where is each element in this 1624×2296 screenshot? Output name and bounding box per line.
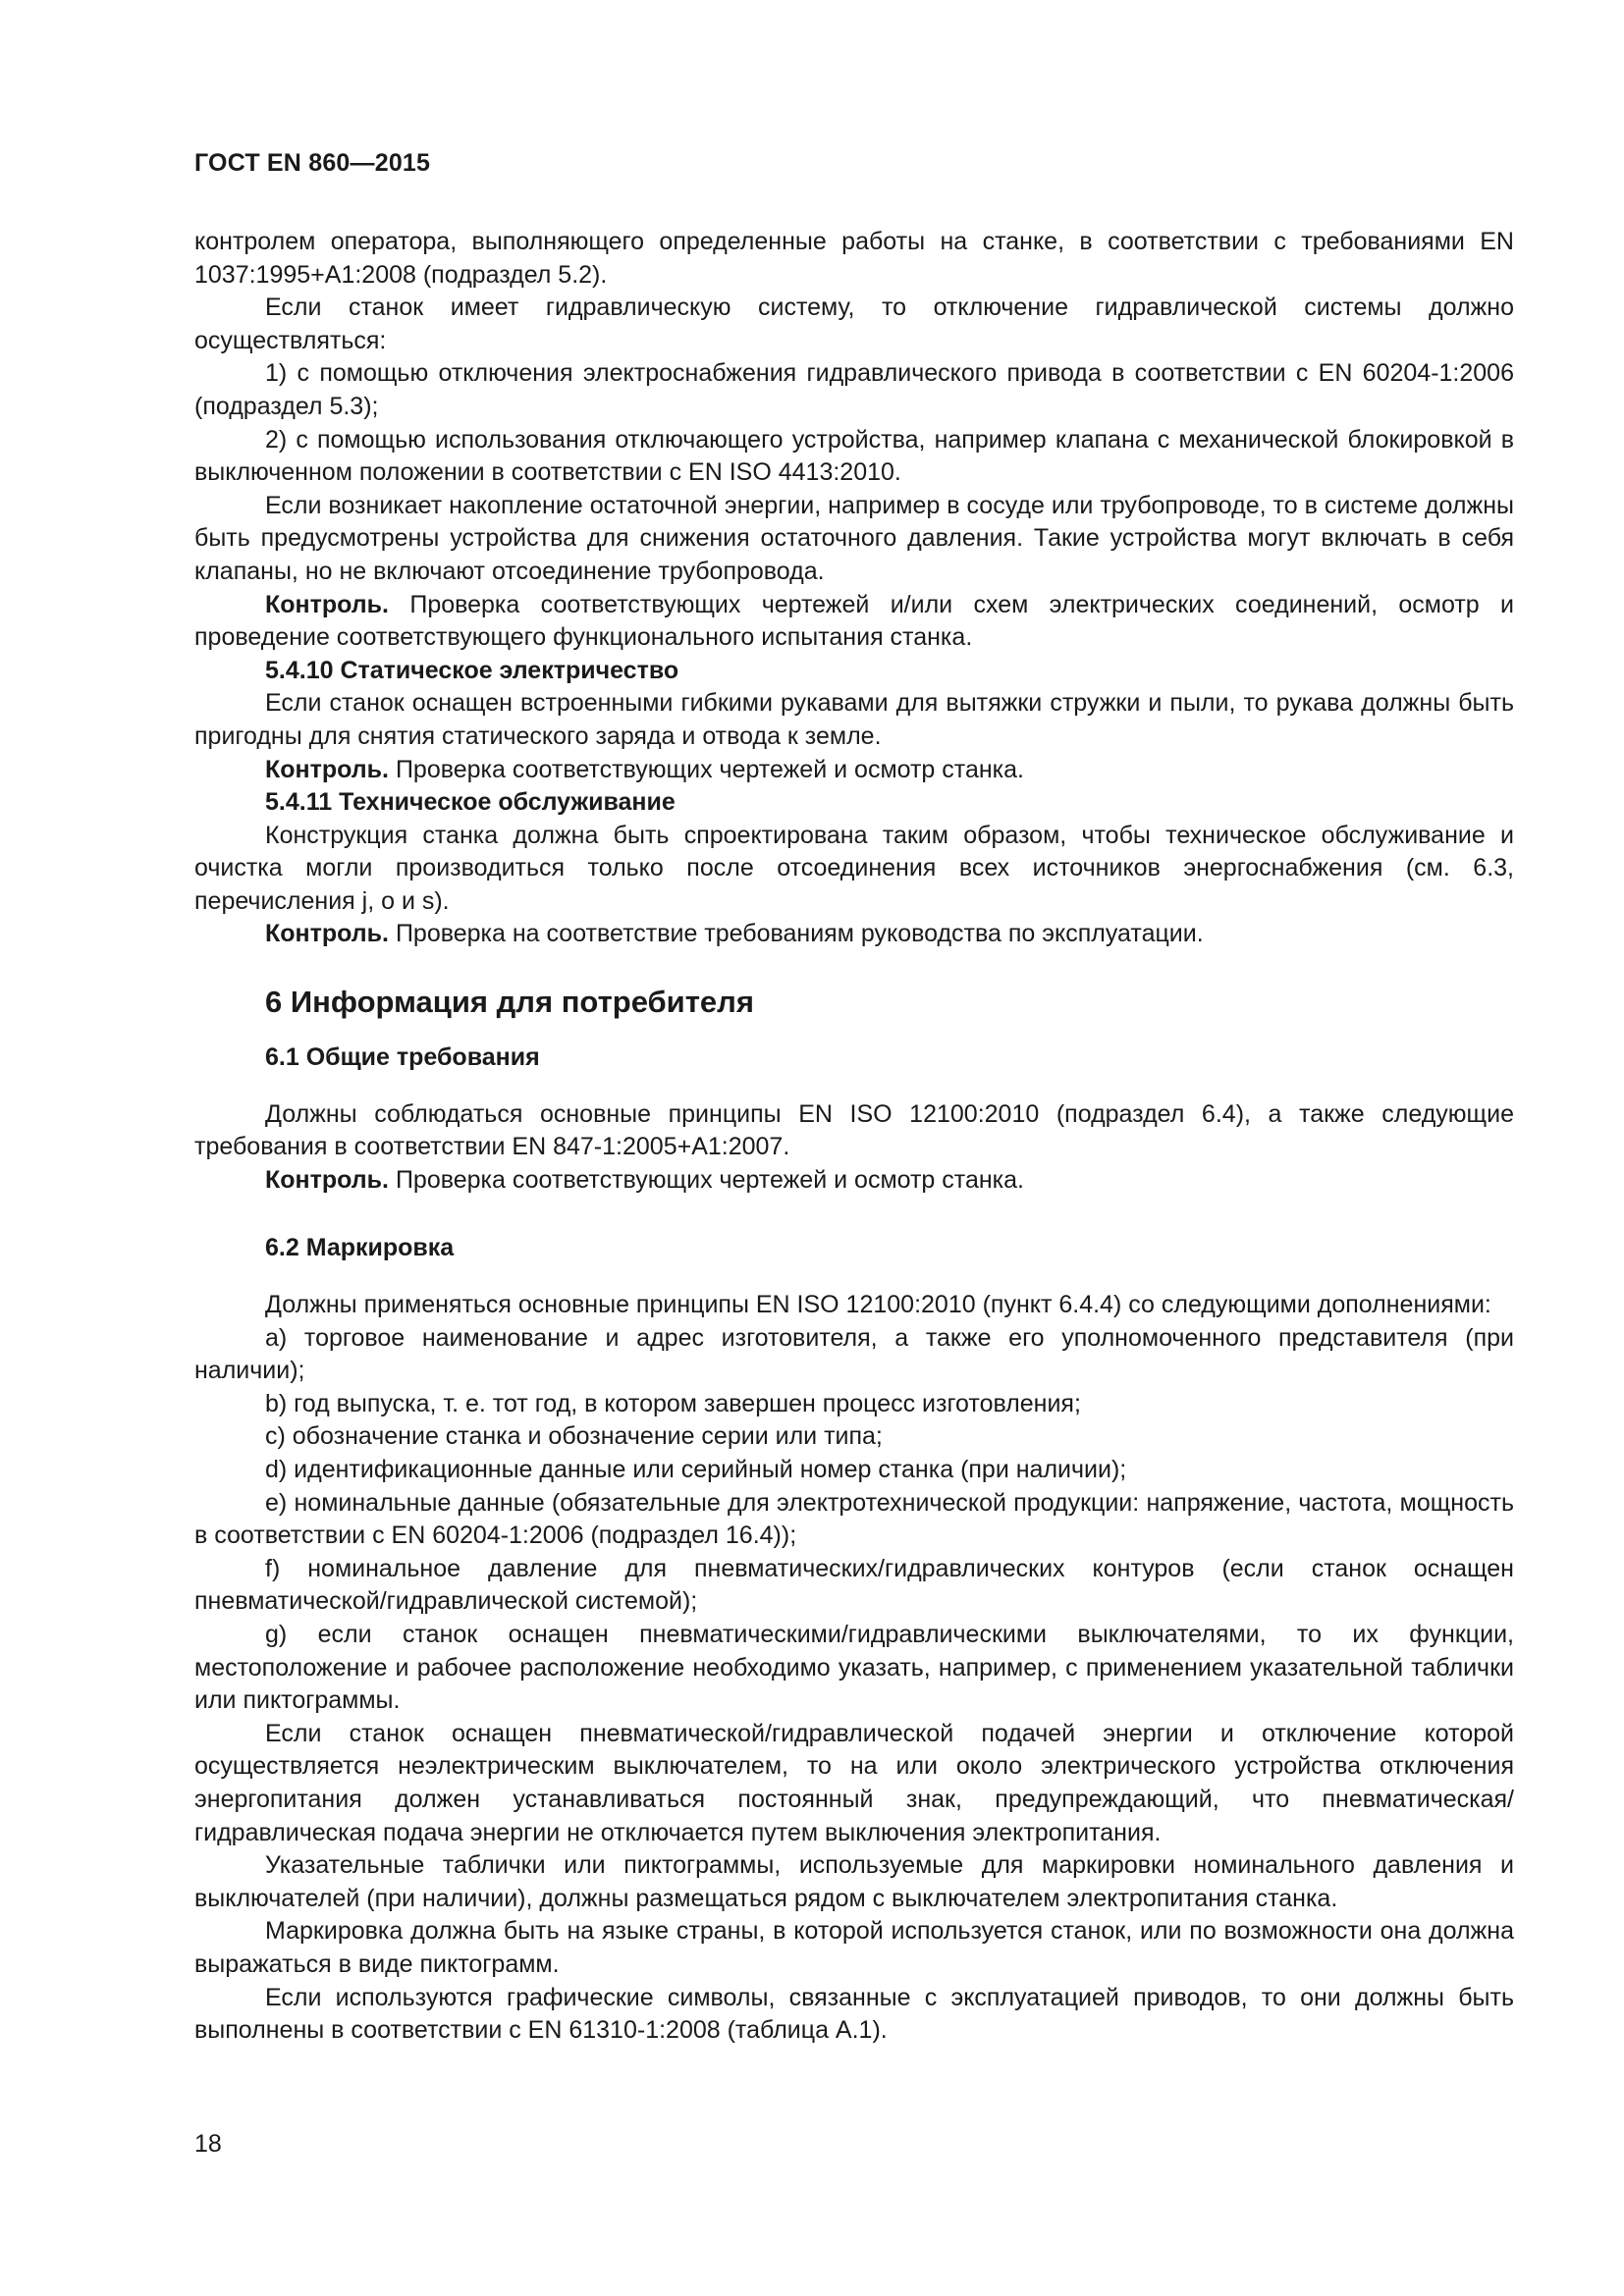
list-item: b) год выпуска, т. е. тот год, в котором завершен процесс изготовления; — [265, 1389, 1081, 1417]
control-text: Проверка соответствующих чертежей и осмотр станка. — [389, 1165, 1024, 1194]
paragraph: Указательные таблички или пиктограммы, используемые для маркировки номинального давления и выключателей (при наличии), должны размещаться рядом с выключателем электропитания станка. — [194, 1851, 1514, 1912]
list-item: a) торговое наименование и адрес изготовителя, а также его уполномоченного представителя (при наличии); — [194, 1323, 1514, 1385]
section-6-title: 6 Информация для потребителя — [265, 985, 754, 1020]
control-paragraph — [194, 754, 1514, 787]
paragraph: Маркировка должна быть на языке страны, в которой используется станок, или по возможности она должна выражаться в виде пиктограмм. — [194, 1917, 1514, 1978]
document-body — [194, 226, 1514, 2048]
control-text: Проверка на соответствие требованиям руководства по эксплуатации. — [389, 920, 1204, 948]
paragraph: контролем оператора, выполняющего определенные работы на станке, в соответствии с требованиями EN 1037:1995+A1:2008 (подраздел 5.2). — [194, 228, 1514, 289]
paragraph: Если станок имеет гидравлическую систему, то отключение гидравлической системы должно осуществляться: — [194, 294, 1514, 354]
control-label: Контроль. — [265, 755, 389, 783]
paragraph: Если используются графические символы, связанные с эксплуатацией приводов, то они должны быть выполнены в соответствии с EN 61310-1:2008 (таблица А.1). — [194, 1983, 1514, 2045]
page-number: 18 — [194, 2130, 222, 2158]
paragraph: Конструкция станка должна быть спроектирована таким образом, чтобы техническое обслуживание и очистка могли производиться только после отсоединения всех источников энергоснабжения (см. 6.3, перечисления j, o и s). — [194, 821, 1514, 915]
control-text: Проверка соответствующих чертежей и/или схем электрических соединений, осмотр и проведение соответствующего функционального испытания станка. — [194, 590, 1514, 652]
control-paragraph — [194, 589, 1514, 655]
list-item: g) если станок оснащен пневматическими/гидравлическими выключателями, то их функции, местоположение и рабочее расположение необходимо указать, например, с применением указательной таблички или пиктограммы. — [194, 1620, 1514, 1715]
section-6-2-title: 6.2 Маркировка — [265, 1234, 455, 1262]
list-item: 2) с помощью использования отключающего устройства, например клапана с механической блокировкой в выключенном положении в соответствии с EN ISO 4413:2010. — [194, 425, 1514, 487]
subsection-heading-5-4-11: 5.4.11 Техническое обслуживание — [265, 788, 676, 817]
control-paragraph — [194, 1164, 1514, 1198]
section-6-1-title: 6.1 Общие требования — [265, 1043, 540, 1072]
paragraph: Если возникает накопление остаточной энергии, например в сосуде или трубопроводе, то в системе должны быть предусмотрены устройства для снижения остаточного давления. Такие устройства могут включать в себя клапаны, но не включают отсоединение трубопровода. — [194, 491, 1514, 585]
paragraph: Если станок оснащен пневматической/гидравлической подачей энергии и отключение которой осуществляется неэлектрическим выключателем, то на или около электрического устройства отключения энергопитания должен устанавливаться постоянный знак, предупреждающий, что пневматическая/гидравлическая подача энергии не отключается путем выключения электропитания. — [194, 1719, 1514, 1846]
control-label: Контроль. — [265, 590, 389, 618]
paragraph: Должны соблюдаться основные принципы EN ISO 12100:2010 (подраздел 6.4), а также следующие требования в соответствии EN 847-1:2005+A1:2007. — [194, 1099, 1514, 1161]
list-item: c) обозначение станка и обозначение серии или типа; — [265, 1422, 883, 1451]
list-item: 1) с помощью отключения электроснабжения гидравлического привода в соответствии с EN 60204-1:2006 (подраздел 5.3); — [194, 359, 1514, 420]
control-label: Контроль. — [265, 920, 389, 948]
standard-code-header: ГОСТ EN 860—2015 — [194, 149, 431, 177]
list-item: f) номинальное давление для пневматических/гидравлических контуров (если станок оснащен пневматической/гидравлической системой); — [194, 1554, 1514, 1616]
paragraph: Должны применяться основные принципы EN ISO 12100:2010 (пункт 6.4.4) со следующими дополнениями: — [265, 1291, 1491, 1319]
list-item: e) номинальные данные (обязательные для электротехнической продукции: напряжение, частота, мощность в соответствии с EN 60204-1:2006 (подраздел 16.4)); — [194, 1488, 1514, 1550]
paragraph: Если станок оснащен встроенными гибкими рукавами для вытяжки стружки и пыли, то рукава должны быть пригодны для снятия статического заряда и отвода к земле. — [194, 689, 1514, 750]
list-item: d) идентификационные данные или серийный номер станка (при наличии); — [265, 1456, 1127, 1483]
control-text: Проверка соответствующих чертежей и осмотр станка. — [389, 755, 1024, 783]
control-label: Контроль. — [265, 1165, 389, 1194]
control-paragraph — [194, 918, 1514, 951]
subsection-heading-5-4-10: 5.4.10 Статическое электричество — [265, 656, 679, 684]
